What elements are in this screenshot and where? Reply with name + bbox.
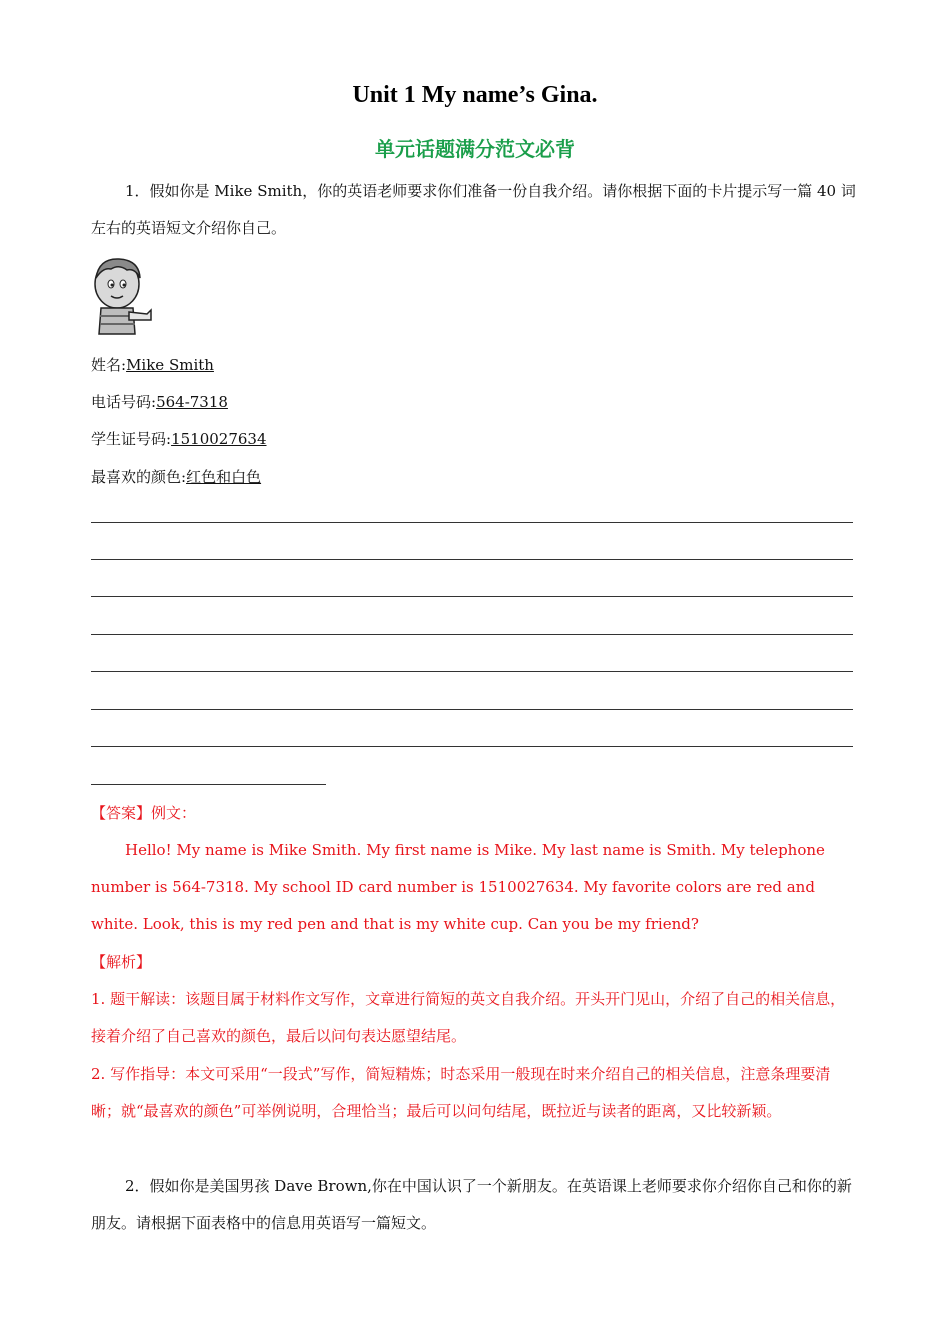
- field-value: 红色和白色: [186, 468, 262, 486]
- answer-label: 【答案】例文：: [91, 804, 197, 822]
- writing-line: [91, 596, 853, 597]
- question-2-prompt: 2．假如你是美国男孩 Dave Brown,你在中国认识了一个新朋友。在英语课上老师要求你介绍你自己和你的新朋友。请根据下面表格中的信息用英语写一篇短文。: [91, 1177, 852, 1232]
- field-value: Mike Smith: [126, 356, 214, 374]
- analysis-point-2: 2. 写作指导：本文可采用“一段式”写作，简短精炼；时态采用一般现在时来介绍自己的相关信息，注意条理要清晰；就“最喜欢的颜色”可举例说明，合理恰当；最后可以问句结尾，既拉近与读者的距离，又比较新颖。: [91, 1065, 831, 1120]
- writing-line: [91, 522, 853, 523]
- model-essay: Hello! My name is Mike Smith. My first name is Mike. My last name is Smith. My telephone number is 564-7318. My school ID card number is 1510027634. My favorite colors are red and white. Look, this is my red pen and that is my white cup. Can you be my friend?: [91, 841, 825, 933]
- writing-line: [91, 746, 853, 747]
- field-label: 姓名:: [91, 356, 127, 374]
- field-label: 电话号码:: [91, 393, 157, 411]
- boy-cartoon-illustration: [89, 254, 153, 336]
- info-field-student-id: [91, 429, 267, 449]
- writing-line: [91, 709, 853, 710]
- info-field-favorite-color: [91, 467, 261, 487]
- writing-line: [91, 634, 853, 635]
- field-label: 最喜欢的颜色:: [91, 468, 187, 486]
- writing-line: [91, 671, 853, 672]
- field-value: 564-7318: [156, 393, 228, 411]
- page-title: Unit 1 My name’s Gina.: [352, 82, 598, 108]
- writing-line: [91, 784, 326, 785]
- writing-line: [91, 559, 853, 560]
- field-value: 1510027634: [171, 430, 267, 448]
- info-field-name: [91, 355, 214, 375]
- field-label: 学生证号码:: [91, 430, 172, 448]
- page-subtitle: 单元话题满分范文必背: [375, 137, 575, 161]
- analysis-label: 【解析】: [91, 953, 152, 971]
- question-1-prompt: 1．假如你是 Mike Smith，你的英语老师要求你们准备一份自我介绍。请你根据下面的卡片提示写一篇 40 词左右的英语短文介绍你自己。: [91, 182, 856, 237]
- info-field-phone: [91, 392, 228, 412]
- analysis-point-1: 1. 题干解读：该题目属于材料作文写作，文章进行简短的英文自我介绍。开头开门见山，介绍了自己的相关信息，接着介绍了自己喜欢的颜色，最后以问句表达愿望结尾。: [91, 990, 846, 1045]
